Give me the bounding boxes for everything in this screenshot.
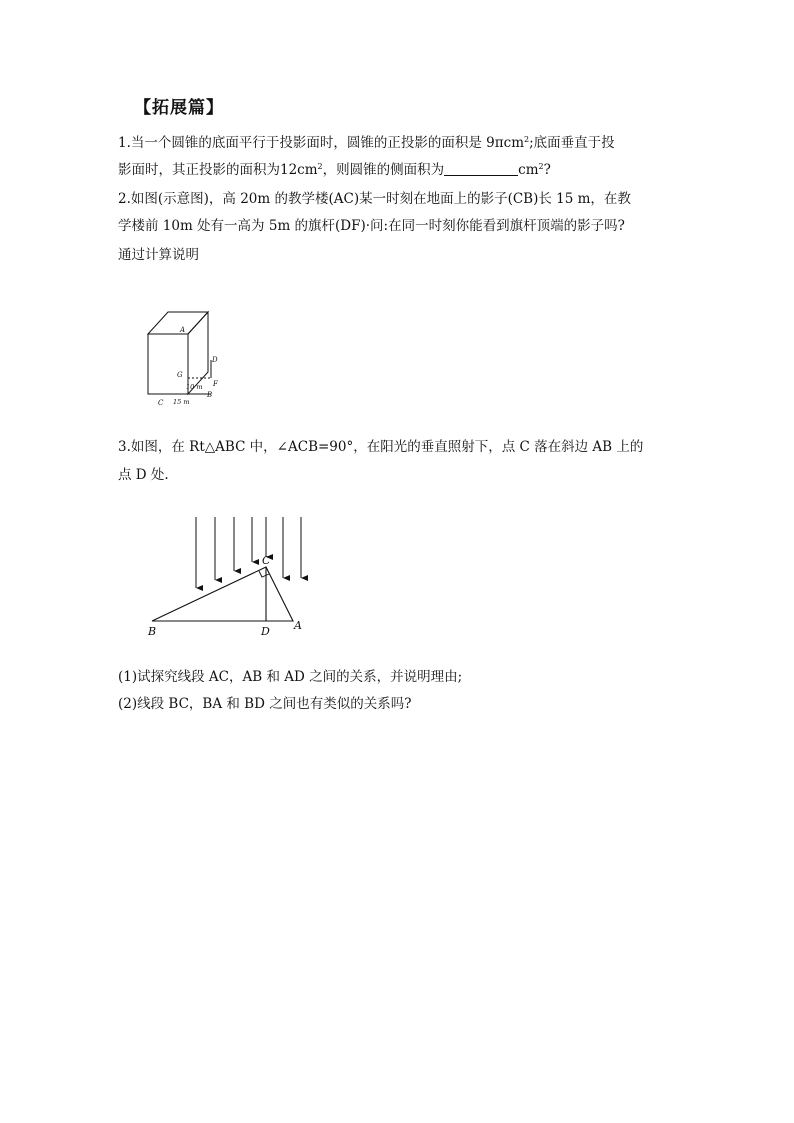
q1-unit-2: cm (518, 162, 539, 178)
q3-sub-2: (2)线段 BC，BA 和 BD 之间也有类似的关系吗? (118, 696, 412, 712)
q1-text-c: 影面时，其正投影的面积为 (118, 162, 280, 178)
q1-area: 12cm (280, 162, 318, 178)
fig2-label-d: D (212, 356, 218, 364)
q1-text-d: ，则圆锥的侧面积为 (322, 162, 445, 178)
fig2-dim-10: 10 m (186, 383, 203, 391)
q2-line-2: 学楼前 10m 处有一高为 5m 的旗杆(DF)·问:在同一时刻你能看到旗杆顶端的影子吗? (118, 218, 625, 234)
q1-unit: cm (503, 135, 525, 151)
fig2-label-b: B (207, 391, 213, 399)
q1-question-mark: ? (543, 162, 551, 178)
q2-line-3: 通过计算说明 (118, 247, 199, 263)
q1-sup-3: 2 (538, 162, 544, 171)
fig3-label-b: B (148, 625, 157, 638)
q2-building-figure (140, 298, 230, 410)
section-title: 【拓展篇】 (134, 98, 224, 118)
fig3-label-c: C (262, 554, 271, 567)
fig2-label-g: G (177, 371, 183, 379)
q3-line-2: 点 D 处. (118, 467, 169, 483)
fig3-label-d: D (261, 625, 270, 638)
fig2-label-f: F (213, 380, 218, 388)
q1-sup-2: 2 (317, 162, 323, 171)
q1-text-b: ;底面垂直于投 (529, 135, 615, 151)
fig3-label-a: A (294, 619, 302, 632)
fig2-dim-15: 15 m (173, 398, 190, 406)
q1-line-2 (118, 160, 551, 180)
q1-line-1 (118, 133, 615, 153)
q1-sup: 2 (524, 135, 530, 144)
fig2-label-a: A (180, 326, 186, 334)
q3-line-1: 3.如图，在 Rt△ABC 中，∠ACB=90°，在阳光的垂直照射下，点 C 落在斜边 AB 上的 (118, 439, 644, 455)
q1-answer-blank[interactable] (444, 161, 518, 176)
q1-text-a: 1.当一个圆锥的底面平行于投影面时，圆锥的正投影的面积是 9π (118, 135, 504, 151)
fig2-label-c: C (158, 399, 164, 407)
q3-triangle-figure (145, 512, 315, 642)
q3-sub-1: (1)试探究线段 AC，AB 和 AD 之间的关系，并说明理由; (118, 669, 463, 685)
q2-line-1: 2.如图(示意图)，高 20m 的教学楼(AC)某一时刻在地面上的影子(CB)长 15 m，在教 (118, 191, 631, 207)
